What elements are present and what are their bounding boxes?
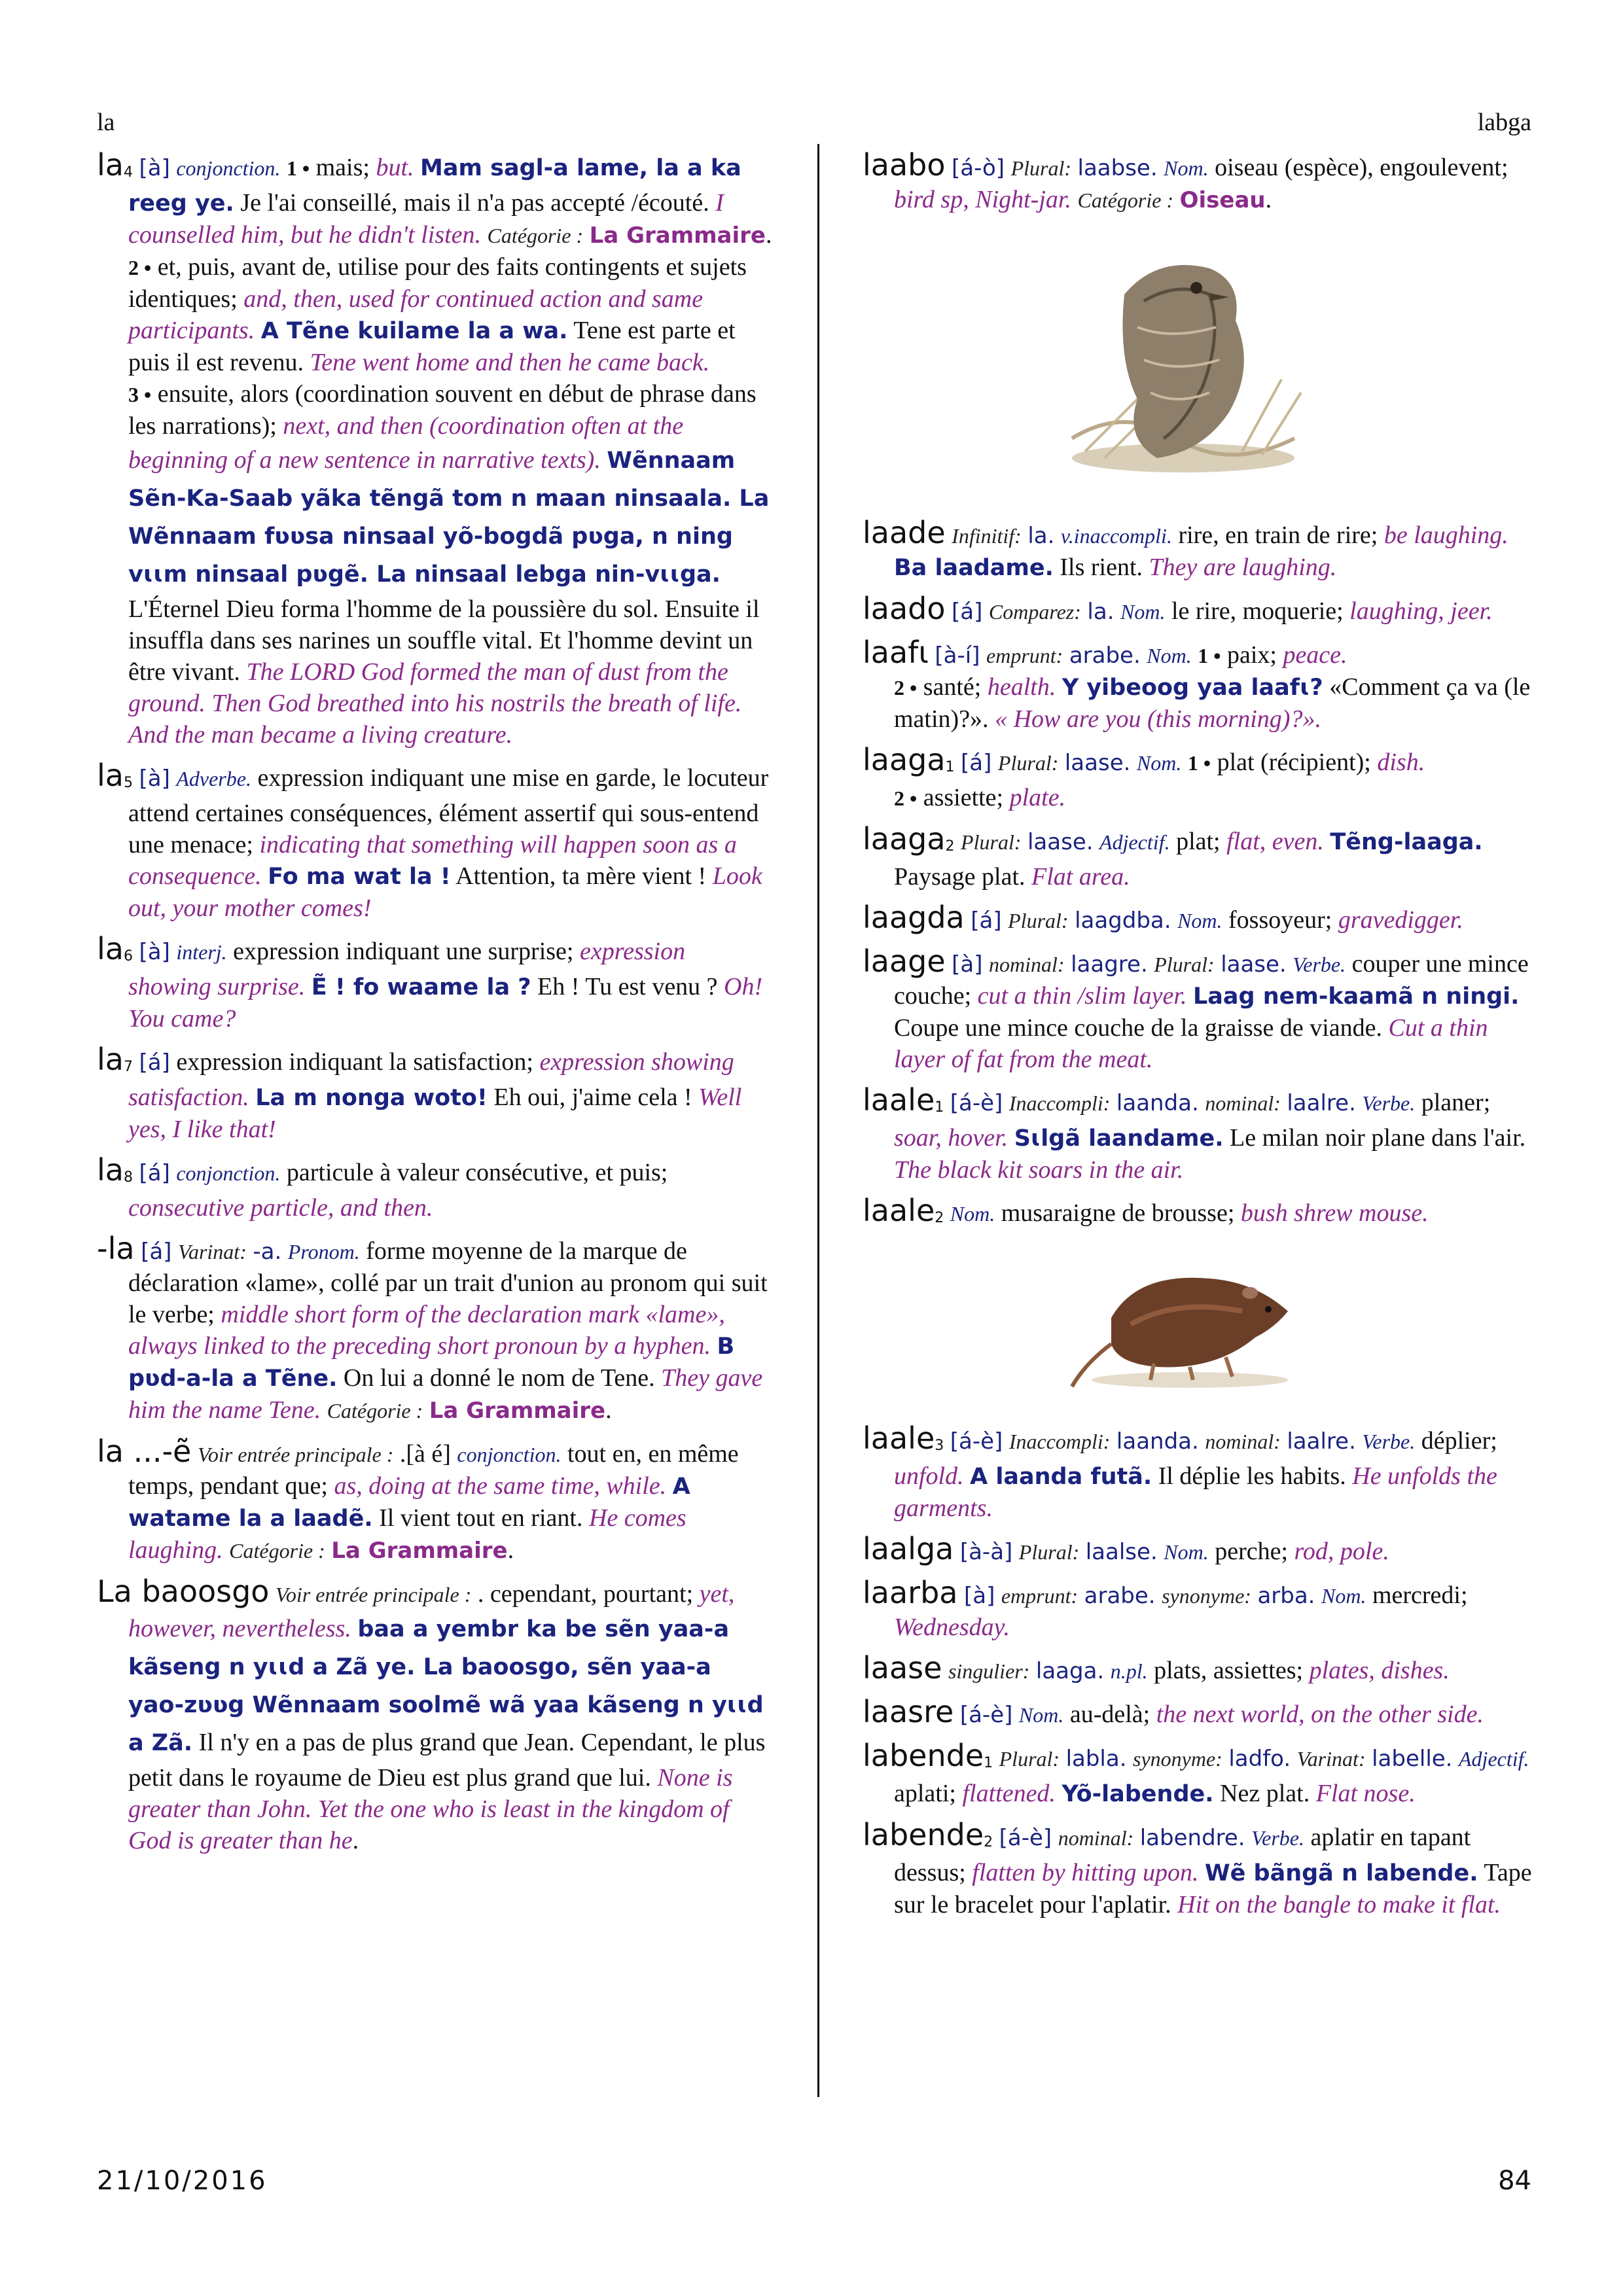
part-of-speech: conjonction. bbox=[176, 156, 281, 180]
headword: labende$_1$ bbox=[863, 1738, 993, 1773]
definition-en: but. bbox=[376, 154, 414, 181]
entry-laagda: laagda [á] Plural: laagdba. Nom. fossoyeur; gravedigger. bbox=[863, 900, 1463, 935]
headword: $la_4$ bbox=[97, 147, 133, 183]
entry-laalga: laalga [à-à] Plural: laalse. Nom. perche; rod, pole. bbox=[863, 1531, 1389, 1566]
entry-la-e: la ...-ẽ Voir entrée principale : .[à é] conjonction. tout en, en même temps, pendant que; as, doing at the same time, while. A watame la a laadẽ. Il vient tout en riant. He comes laughing. Catégorie : La Grammaire. bbox=[97, 1434, 739, 1564]
entry-laale3: laale$_3$ [á-è] Inaccompli: laanda. nominal: laalre. Verbe. déplier; unfold. A laanda futã. Il déplie les habits. He unfolds the garments. bbox=[863, 1421, 1497, 1522]
entry-la4: $la_4$ [à] conjonction. 1 • mais; but. Mam sagl-a lame, la a ka reeg ye. Je l'ai conseillé, mais il n'a pas accepté /écouté. I counselled him, but he didn't listen. Catégorie : La Grammaire. bbox=[97, 147, 772, 249]
headword: laage bbox=[863, 944, 946, 979]
entry-laade: laade Infinitif: la. v.inaccompli. rire, en train de rire; be laughing. Ba laadame. Ils rient. They are laughing. bbox=[863, 515, 1508, 581]
headword: laaga$_2$ bbox=[863, 821, 955, 857]
headword: laade bbox=[863, 515, 946, 550]
headword: $la_6$ bbox=[97, 931, 133, 966]
entry-labende1: labende$_1$ Plural: labla. synonyme: ladfo. Varinat: labelle. Adjectif. aplati; flattened. Yõ-labende. Nez plat. Flat nose. bbox=[863, 1738, 1529, 1807]
entry-la8: $la_8$ [á] conjonction. particule à valeur consécutive, et puis; consecutive particle, and then. bbox=[97, 1152, 668, 1222]
sense-2: 2 • et, puis, avant de, utilise pour des faits contingents et sujets identiques; and, then, used for continued action and same participants. A Tẽne kuilame la a wa. Tene est parte et puis il est revenu. Tene went home and then he came back. bbox=[128, 253, 747, 376]
category-link[interactable]: La Grammaire bbox=[429, 1398, 606, 1424]
definition-fr: mais; bbox=[315, 154, 370, 181]
headword: laale$_2$ bbox=[863, 1193, 944, 1228]
phonetic: [à] bbox=[139, 155, 170, 181]
entry-la5: $la_5$ [à] Adverbe. expression indiquant une mise en garde, le locuteur attend certaines conséquences, élément assertif qui sous-entend une menace; indicating that something will happen soon as a consequence. Fo ma wat la ! Attention, ta mère vient ! Look out, your mother comes! bbox=[97, 758, 769, 922]
headword: la ...-ẽ bbox=[97, 1434, 192, 1469]
sense-3: 3 • ensuite, alors (coordination souvent en début de phrase dans les narrations); next, and then (coordination often at the beginning of a new sentence in narrative texts). Wẽnnaam Sẽn-Ka-Saab yãka tẽngã tom n maan ninsaala. La Wẽnnaam fʋʋsa ninsaal yõ-bogdã pʋga, n ning vɩɩm ninsaal pʋgẽ. La ninsaal lebga nin-vɩɩga. L'Éternel Dieu forma l'homme de la poussière du sol. Ensuite il insuffla dans ses narines un souffle vital. Et l'homme devint un être vivant. The LORD God formed the man of dust from the ground. Then God breathed into his nostrils the breath of life. And the man became a living creature. bbox=[128, 380, 770, 749]
headword: laase bbox=[863, 1650, 942, 1686]
headword: $la_7$ bbox=[97, 1042, 133, 1077]
headword: $la_8$ bbox=[97, 1152, 133, 1188]
entry-laaga1: laaga$_1$ [á] Plural: laase. Nom. 1 • plat (récipient); dish. 2 • assiette; plate. bbox=[863, 742, 1425, 811]
entry-laale1: laale$_1$ [á-è] Inaccompli: laanda. nominal: laalre. Verbe. planer; soar, hover. Sɩlgã laandame. Le milan noir plane dans l'air. The black kit soars in the air. bbox=[863, 1082, 1526, 1184]
running-header-right: labga bbox=[1477, 109, 1531, 136]
headword: $la_5$ bbox=[97, 758, 133, 793]
bush-shrew-illustration bbox=[1059, 1246, 1308, 1396]
headword: laado bbox=[863, 591, 946, 626]
headword: laale$_1$ bbox=[863, 1082, 944, 1118]
headword: La baoosgo bbox=[97, 1574, 270, 1609]
headword: laaga$_1$ bbox=[863, 742, 955, 777]
entry-laarba: laarba [à] emprunt: arabe. synonyme: arba. Nom. mercredi; Wednesday. bbox=[863, 1575, 1468, 1641]
entry-laage: laage [à] nominal: laagre. Plural: laase. Verbe. couper une mince couche; cut a thin /slim layer. Laag nem-kaamã n ningi. Coupe une mince couche de la graisse de viande. Cut a thin layer of fat from the meat. bbox=[863, 944, 1529, 1073]
headword: laagda bbox=[863, 900, 965, 935]
entry-laase: laase singulier: laaga. n.pl. plats, assiettes; plates, dishes. bbox=[863, 1650, 1450, 1686]
headword: laalga bbox=[863, 1531, 954, 1566]
page-number: 84 bbox=[1498, 2166, 1531, 2196]
headword: labende$_2$ bbox=[863, 1817, 993, 1852]
entry-laale2: laale$_2$ Nom. musaraigne de brousse; bush shrew mouse. bbox=[863, 1193, 1429, 1228]
nightjar-bird-illustration bbox=[1046, 242, 1321, 491]
footer-date: 21/10/2016 bbox=[97, 2166, 268, 2196]
entry-laaga2: laaga$_2$ Plural: laase. Adjectif. plat; flat, even. Tẽng-laaga. Paysage plat. Flat area. bbox=[863, 821, 1483, 891]
running-header-left: la bbox=[97, 109, 115, 136]
headword: laasre bbox=[863, 1694, 954, 1729]
entry-laasre: laasre [á-è] Nom. au-delà; the next world, on the other side. bbox=[863, 1694, 1484, 1729]
entry-laafi: laafɩ [à-í] emprunt: arabe. Nom. 1 • paix; peace. 2 • santé; health. Y yibeoog yaa laafɩ? «Comment ça va (le matin)?». « How are you (this morning)?». bbox=[863, 635, 1531, 733]
category-link[interactable]: La Grammaire bbox=[331, 1538, 508, 1564]
example-fr: Je l'ai conseillé, mais il n'a pas accepté /écouté. bbox=[240, 189, 709, 217]
entry-la-suffix: -la [á] Varinat: -a. Pronom. forme moyenne de la marque de déclaration «lame», collé par un trait d'union au pronom qui suit le verbe; middle short form of the declaration mark «lame», always linked to the preceding short pronoun by a hyphen. B pʋd-a-la a Tẽne. On lui a donné le nom de Tene. They gave him the name Tene. Catégorie : La Grammaire. bbox=[97, 1231, 768, 1424]
left-column bbox=[97, 149, 772, 1865]
entry-laabo: laabo [á-ò] Plural: laabse. Nom. oiseau (espèce), engoulevent; bird sp, Night-jar. Catégorie : Oiseau. bbox=[863, 147, 1508, 213]
entry-la-baoosgo: La baoosgo Voir entrée principale : . cependant, pourtant; yet, however, nevertheless. baa a yembr ka be sẽn yaa-a kãseng n yɩɩd a Zã ye. La baoosgo, sẽn yaa-a yao-zʋʋg Wẽnnaam soolmẽ wã yaa kãseng n yɩɩd a Zã. Il n'y en a pas de plus grand que Jean. Cependant, le plus petit dans le royaume de Dieu est plus grand que lui. None is greater than John. Yet the one who is least in the kingdom of God is greater than he. bbox=[97, 1574, 766, 1854]
category-link[interactable]: Oiseau bbox=[1179, 187, 1266, 213]
headword: laabo bbox=[863, 147, 946, 183]
entry-la7: $la_7$ [á] expression indiquant la satisfaction; expression showing satisfaction. La m nonga woto! Eh oui, j'aime cela ! Well yes, I like that! bbox=[97, 1042, 742, 1143]
column-divider bbox=[817, 144, 819, 2097]
right-column bbox=[863, 149, 1538, 1930]
headword: -la bbox=[97, 1231, 135, 1266]
example-en: I counselled him, but he didn't listen. bbox=[128, 189, 724, 249]
entry-labende2: labende$_2$ [á-è] nominal: labendre. Verbe. aplatir en tapant dessus; flatten by hitting upon. Wẽ bãngã n labende. Tape sur le bracelet pour l'aplatir. Hit on the bangle to make it flat. bbox=[863, 1817, 1532, 1918]
example: Mam sagl-a lame, la a ka reeg ye. bbox=[128, 155, 741, 217]
category-link[interactable]: La Grammaire bbox=[589, 222, 766, 249]
headword: laafɩ bbox=[863, 635, 929, 670]
headword: laale$_3$ bbox=[863, 1421, 944, 1456]
entry-laado: laado [á] Comparez: la. Nom. le rire, moquerie; laughing, jeer. bbox=[863, 591, 1493, 626]
entry-la6: $la_6$ [à] interj. expression indiquant une surprise; expression showing surprise. Ẽ ! fo waame la ? Eh ! Tu est venu ? Oh! You came? bbox=[97, 931, 763, 1033]
headword: laarba bbox=[863, 1575, 958, 1610]
